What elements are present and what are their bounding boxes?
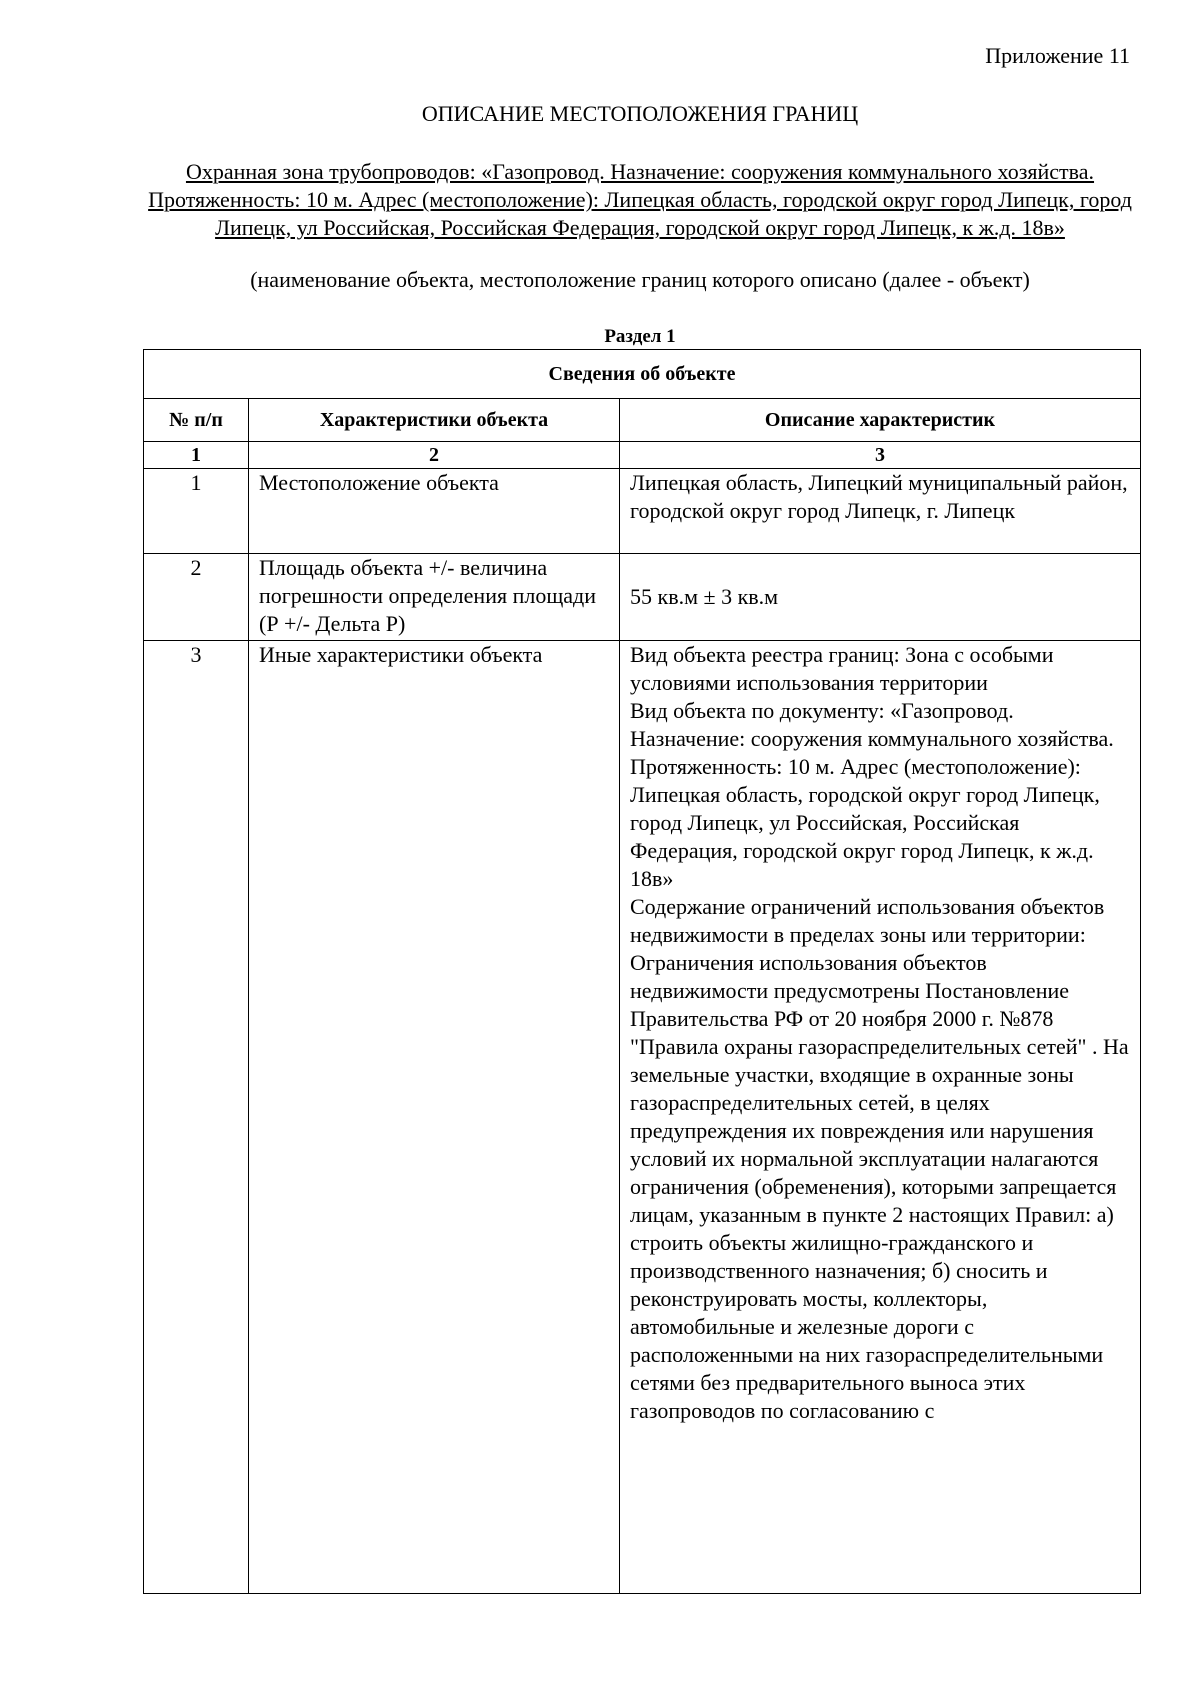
row-characteristic: Местоположение объекта [249, 469, 620, 554]
table-caption-row [144, 350, 1141, 399]
row-description [620, 641, 1141, 1594]
header-characteristic: Характеристики объекта [249, 399, 620, 442]
column-number: 1 [144, 442, 249, 469]
row-description: 55 кв.м ± 3 кв.м [620, 554, 1141, 641]
table-row [144, 641, 1141, 1594]
table-header-row [144, 399, 1141, 442]
object-name-caption: (наименование объекта, местоположение границ которого описано (далее - объект) [250, 267, 1030, 292]
column-number: 2 [249, 442, 620, 469]
document-title: ОПИСАНИЕ МЕСТОПОЛОЖЕНИЯ ГРАНИЦ [421, 101, 859, 126]
section-label: Раздел 1 [604, 326, 676, 347]
table-row [144, 469, 1141, 554]
column-number: 3 [620, 442, 1141, 469]
object-name: Охранная зона трубопроводов: «Газопровод. Назначение: сооружения коммунального хозяйства. Протяженность: 10 м. Адрес (местоположение): Липецкая область, городской округ город Липецк, город Липецк, ул Российская, Российская Федерация, городской округ город Липецк, к ж.д. 18в» [148, 159, 1132, 240]
row-characteristic: Площадь объекта +/- величина погрешности определения площади (Р +/- Дельта Р) [249, 554, 620, 641]
description-paragraph: Содержание ограничений использования объектов недвижимости в пределах зоны или территории: Ограничения использования объектов недвижимости предусмотрены Постановление Правительства РФ от 20 ноября 2000 г. №878 "Правила охраны газораспределительных сетей" . На земельные участки, входящие в охранные зоны газораспределительных сетей, в целях предупреждения их повреждения или нарушения условий их нормальной эксплуатации налагаются ограничения (обременения), которыми запрещается лицам, указанным в пункте 2 настоящих Правил: а) строить объекты жилищно-гражданского и производственного назначения; б) сносить и реконструировать мосты, коллекторы, автомобильные и железные дороги с расположенными на них газораспределительными сетями без предварительного выноса этих газопроводов по согласованию с [630, 894, 1129, 1423]
row-description: Липецкая область, Липецкий муниципальный район, городской округ город Липецк, г. Липецк [620, 469, 1141, 554]
header-number: № п/п [144, 399, 249, 442]
description-paragraph: Вид объекта по документу: «Газопровод. Назначение: сооружения коммунального хозяйства. Протяженность: 10 м. Адрес (местоположение): Липецкая область, городской округ город Липецк, город Липецк, ул Российская, Российская Федерация, городской округ город Липецк, к ж.д. 18в» [630, 698, 1114, 891]
object-info-table [143, 349, 1141, 1594]
appendix-number: Приложение 11 [985, 43, 1130, 68]
header-description: Описание характеристик [620, 399, 1141, 442]
table-caption: Сведения об объекте [144, 350, 1141, 399]
row-number: 3 [144, 641, 249, 1594]
table-row [144, 554, 1141, 641]
row-number: 2 [144, 554, 249, 641]
column-number-row [144, 442, 1141, 469]
description-paragraph: Вид объекта реестра границ: Зона с особыми условиями использования территории [630, 642, 1054, 695]
row-characteristic: Иные характеристики объекта [249, 641, 620, 1594]
row-number: 1 [144, 469, 249, 554]
